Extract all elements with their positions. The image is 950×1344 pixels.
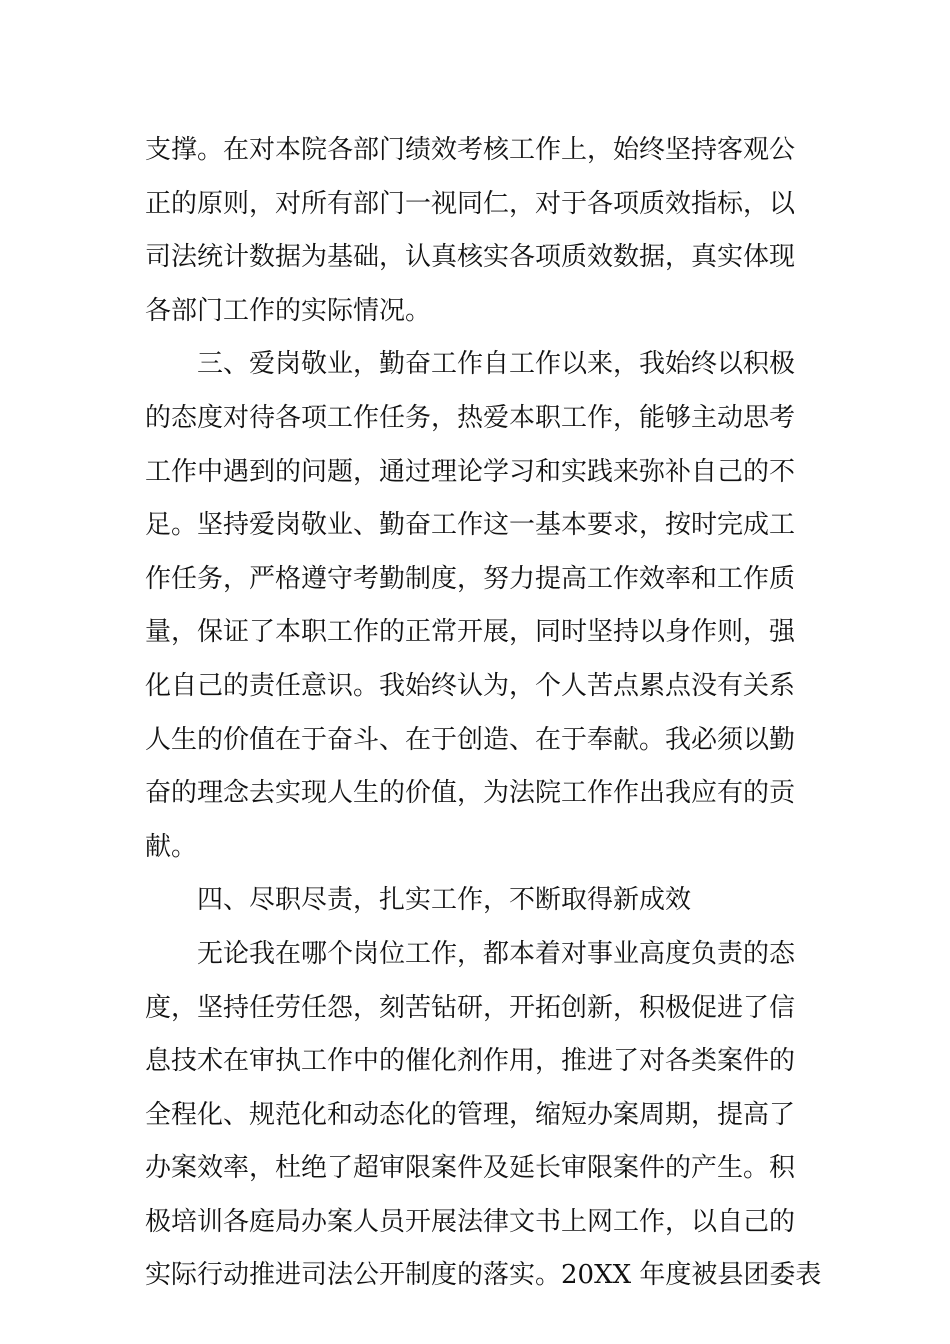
text-line: 足。坚持爱岗敬业、勤奋工作这一基本要求，按时完成工 <box>145 510 796 541</box>
text-line: 的态度对待各项工作任务，热爱本职工作，能够主动思考 <box>145 402 796 433</box>
text-line: 息技术在审执工作中的催化剂作用，推进了对各类案件的 <box>145 1046 796 1077</box>
text-line: 工作中遇到的问题，通过理论学习和实践来弥补自己的不 <box>145 456 796 487</box>
text-line: 无论我在哪个岗位工作，都本着对事业高度负责的态 <box>197 938 796 969</box>
text-line: 献。 <box>145 831 198 862</box>
text-line: 全程化、规范化和动态化的管理，缩短办案周期，提高了 <box>145 1099 796 1130</box>
text-line: 司法统计数据为基础，认真核实各项质效数据，真实体现 <box>145 242 796 273</box>
text-line: 量，保证了本职工作的正常开展，同时坚持以身作则，强 <box>145 617 796 648</box>
text-line: 作任务，严格遵守考勤制度，努力提高工作效率和工作质 <box>145 563 796 594</box>
text-line: 极培训各庭局办案人员开展法律文书上网工作，以自己的 <box>145 1206 796 1237</box>
text-line: 支撑。在对本院各部门绩效考核工作上，始终坚持客观公 <box>145 135 796 165</box>
body-text <box>145 124 822 1303</box>
text-line: 化自己的责任意识。我始终认为，个人苦点累点没有关系 <box>145 670 796 701</box>
text-line: 各部门工作的实际情况。 <box>145 295 432 326</box>
text-line: 三、爱岗敬业，勤奋工作自工作以来，我始终以积极 <box>197 349 796 380</box>
text-line: 四、尽职尽责，扎实工作，不断取得新成效 <box>197 885 692 916</box>
text-line: 正的原则，对所有部门一视同仁，对于各项质效指标，以 <box>145 188 796 219</box>
text-line: 度，坚持任劳任怨，刻苦钻研，开拓创新，积极促进了信 <box>145 992 796 1023</box>
text-line: 人生的价值在于奋斗、在于创造、在于奉献。我必须以勤 <box>145 724 796 755</box>
text-line: 办案效率，杜绝了超审限案件及延长审限案件的产生。积 <box>145 1153 796 1184</box>
text-line: 奋的理念去实现人生的价值，为法院工作作出我应有的贡 <box>145 778 796 809</box>
text-line: 实际行动推进司法公开制度的落实。20XX 年度被县团委表 <box>145 1260 822 1291</box>
